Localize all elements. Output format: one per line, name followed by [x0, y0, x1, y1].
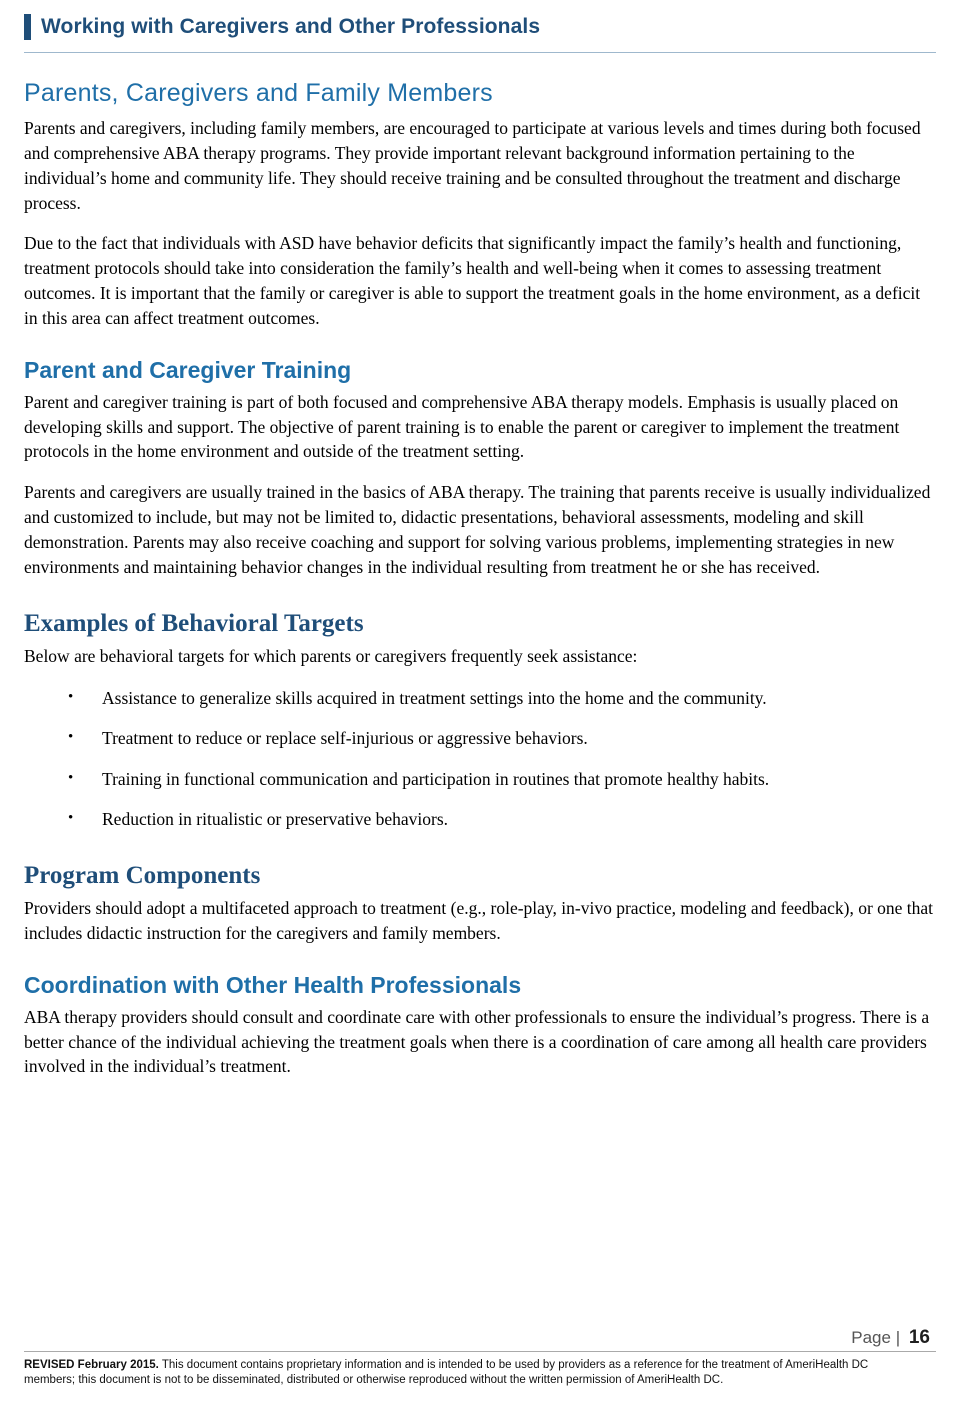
section-title-parents-caregivers: Parents, Caregivers and Family Members: [24, 79, 493, 107]
bullet-icon: •: [68, 810, 74, 827]
section-title-behavioral-targets: Examples of Behavioral Targets: [24, 609, 364, 637]
list-item: [24, 727, 936, 751]
page-number: 16: [908, 1326, 930, 1348]
section-title-program-components: Program Components: [24, 862, 261, 889]
paragraph-parents-2: Due to the fact that individuals with ASD have behavior deficits that significantly impact the family’s health and functioning, treatment protocols should take into consideration the family’s health and well-being when it comes to assessing treatment outcomes. It is important that the family or caregiver is able to support the treatment goals in the home environment, as a deficit in this area can affect treatment outcomes.: [24, 233, 921, 328]
footer-legal-line-1: This document contains proprietary information and is intended to be used by providers as a reference for the treatment of AmeriHealth DC: [161, 1358, 869, 1371]
paragraph-program-components: Providers should adopt a multifaceted approach to treatment (e.g., role-play, in-vivo practice, modeling and feedback), or one that includes didactic instruction for the caregivers and family members.: [24, 898, 934, 943]
list-item: [24, 687, 936, 711]
paragraph-behavioral-targets-intro: Below are behavioral targets for which parents or caregivers frequently seek assistance:: [24, 645, 638, 666]
list-item-label: Training in functional communication and participation in routines that promote healthy habits.: [102, 768, 770, 789]
footer-legal-text: [24, 1358, 936, 1389]
header-accent-bar: [24, 14, 31, 40]
list-item: [24, 768, 936, 792]
section-title-coordination: Coordination with Other Health Professionals: [24, 971, 522, 998]
paragraph-training-2: Parents and caregivers are usually trained in the basics of ABA therapy. The training that parents receive is usually individualized and customized to include, but may not be limited to, didactic presentations, behavioral assessments, modeling and skill demonstration. Parents may also receive coaching and support for solving various problems, implementing strategies in new environments and maintaining behavior changes in the individual resulting from treatment he or she has received.: [24, 482, 931, 577]
list-item-label: Reduction in ritualistic or preservative behaviors.: [102, 809, 449, 830]
content-spacer: [24, 1095, 936, 1245]
header-divider: [24, 52, 936, 53]
page-indicator: [24, 1327, 936, 1349]
paragraph-training-1: Parent and caregiver training is part of both focused and comprehensive ABA therapy models. Emphasis is usually placed on developing skills and support. The objective of parent training is to enable the parent or caregiver to implement the treatment protocols in the home environment and outside of the treatment setting.: [24, 391, 900, 462]
footer-divider: [24, 1351, 936, 1352]
header-title: Working with Caregivers and Other Professionals: [41, 15, 541, 38]
footer-revision: REVISED February 2015.: [24, 1358, 159, 1371]
behavioral-targets-list: [24, 687, 936, 833]
document-footer: [24, 1327, 936, 1389]
bullet-icon: •: [68, 729, 74, 746]
list-item: [24, 808, 936, 832]
document-header: [24, 0, 936, 46]
bullet-icon: •: [68, 769, 74, 786]
bullet-icon: •: [68, 688, 74, 705]
section-title-parent-caregiver-training: Parent and Caregiver Training: [24, 356, 352, 383]
footer-legal-line-2: members; this document is not to be disseminated, distributed or otherwise reproduced without the written permission of AmeriHealth DC.: [24, 1374, 724, 1387]
page-separator: |: [895, 1327, 901, 1347]
list-item-label: Treatment to reduce or replace self-injurious or aggressive behaviors.: [102, 728, 588, 749]
paragraph-parents-1: Parents and caregivers, including family members, are encouraged to participate at various levels and times during both focused and comprehensive ABA therapy programs. They provide important relevant background information pertaining to the individual’s home and community life. They should receive training and be consulted throughout the treatment and discharge process.: [24, 118, 921, 213]
paragraph-coordination: ABA therapy providers should consult and coordinate care with other professionals to ensure the individual’s progress. There is a better chance of the individual achieving the treatment goals when there is a coordination of care among all health care providers involved in the individual’s treatment.: [24, 1006, 930, 1077]
page-label: Page: [851, 1327, 891, 1347]
list-item-label: Assistance to generalize skills acquired in treatment settings into the home and the community.: [102, 687, 767, 708]
